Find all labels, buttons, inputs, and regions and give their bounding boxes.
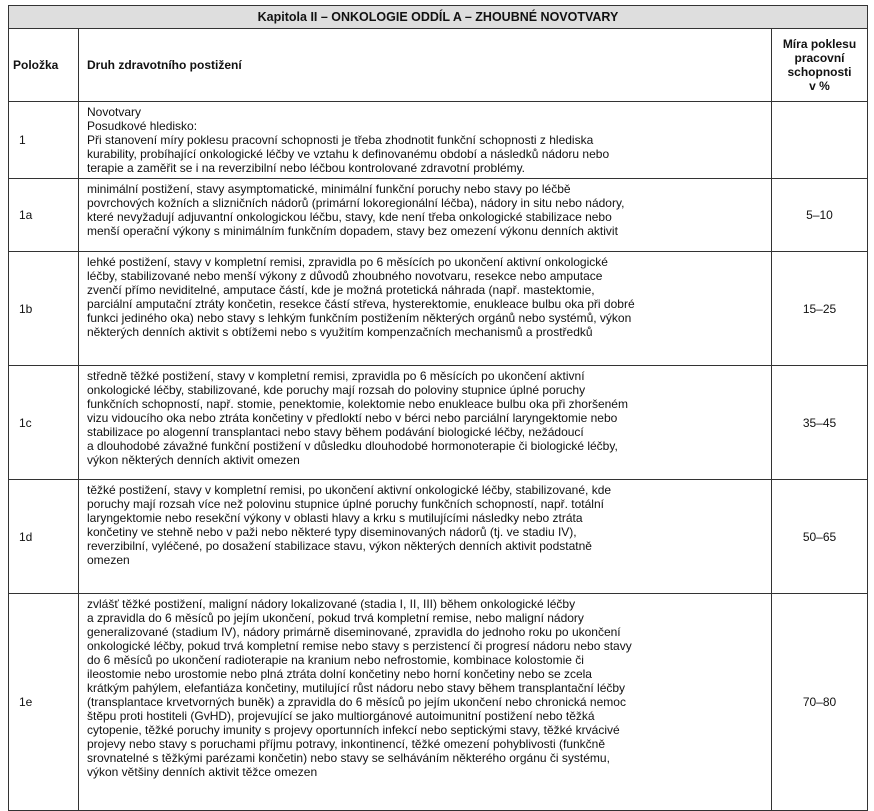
row-line: generalizované (stadium IV), nádory primárně diseminované, zpravidla do jednoho roku po ukončení bbox=[87, 625, 621, 639]
header-description: Druh zdravotního postižení bbox=[79, 29, 772, 102]
row-line: zvenčí přímo neviditelné, amputace částí, kde je možná protetická náhrada (např. mastektomie, bbox=[87, 283, 595, 297]
row-line: výkon většiny denních aktivit těžce omezen bbox=[87, 765, 318, 779]
row-line: terapie a zaměřit se i na reverzibilní nebo léčbou kontrolované zdravotní problémy. bbox=[87, 161, 526, 175]
row-percent: 5–10 bbox=[772, 179, 868, 252]
row-line: parciální amputační ztráty končetin, resekce částí střeva, hysterektomie, enukleace bulbu oka při dobré bbox=[87, 297, 635, 311]
row-item: 1c bbox=[9, 366, 79, 480]
row-line: které nevyžadují adjuvantní onkologickou léčbu, stavy, kde není třeba onkologické stabilizace nebo bbox=[87, 210, 612, 224]
row-line: (transplantace krvetvorných buněk) a zpravidla do 6 měsíců po jejím ukončení nebo chronická nemoc bbox=[87, 695, 626, 709]
row-line: stabilizace po alogenní transplantaci nebo stavy během podávání biologické léčby, nežádoucí bbox=[87, 425, 584, 439]
header-percent-line: pracovní bbox=[794, 51, 845, 65]
row-line: výkon některých denních aktivit omezen bbox=[87, 453, 300, 467]
row-item: 1 bbox=[9, 102, 79, 179]
row-line: Posudkové hledisko: bbox=[87, 119, 198, 133]
table-row bbox=[9, 480, 868, 594]
row-line: zvlášť těžké postižení, maligní nádory lokalizované (stadia I, II, III) během onkologické léčby bbox=[87, 597, 576, 611]
row-line: krátkým pahýlem, elefantiáza končetiny, mutilující růst nádoru nebo stavy během transplantační léčby bbox=[87, 681, 626, 695]
row-percent bbox=[772, 102, 868, 179]
row-description bbox=[79, 102, 772, 179]
row-line: projevy nebo stavy s poruchami příjmu potravy, inkontinencí, těžké omezení pohyblivosti (funkčně bbox=[87, 737, 606, 751]
row-line: poruchy mají rozsah více než polovinu stupnice úplné poruchy funkčních schopností, např. totální bbox=[87, 497, 604, 511]
row-percent: 50–65 bbox=[772, 480, 868, 594]
table-row bbox=[9, 102, 868, 179]
header-percent-line: schopnosti bbox=[787, 65, 852, 79]
row-line: funkci jediného oka) nebo stavy s lehkým funkčním postižením některých orgánů nebo systémů, výkon bbox=[87, 311, 632, 325]
row-line: těžké postižení, stavy v kompletní remisi, po ukončení aktivní onkologické léčby, stabilizované, kde bbox=[87, 483, 612, 497]
row-item: 1e bbox=[9, 594, 79, 811]
table-row bbox=[9, 252, 868, 366]
row-line: laryngektomie nebo resekční výkony v oblasti hlavy a krku s mutilujícími následky nebo ztráta bbox=[87, 511, 583, 525]
table-row bbox=[9, 179, 868, 252]
row-item: 1a bbox=[9, 179, 79, 252]
row-line: cytopenie, těžké poruchy imunity s projevy oportunních infekcí nebo septickými stavy, těžké krvácivé bbox=[87, 723, 620, 737]
table-row bbox=[9, 366, 868, 480]
table-header-row bbox=[9, 29, 868, 102]
row-item: 1b bbox=[9, 252, 79, 366]
row-line: kurability, probíhající onkologické léčby ve vztahu k definovanému období a následků nádoru nebo bbox=[87, 147, 610, 161]
row-percent: 70–80 bbox=[772, 594, 868, 811]
row-line: a zpravidla do 6 měsíců po jejím ukončení, pokud trvá kompletní remise, nebo maligní nádory bbox=[87, 611, 584, 625]
row-line: srovnatelné s těžkými parézami končetin) nebo stavy se selháváním některého orgánu či systému, bbox=[87, 751, 610, 765]
row-line: minimální postižení, stavy asymptomatické, minimální funkční poruchy nebo stavy po léčbě bbox=[87, 182, 571, 196]
row-description bbox=[79, 366, 772, 480]
row-line: menší operační výkony s minimálním funkčním dopadem, stavy bez omezení výkonu denních aktivit bbox=[87, 224, 618, 238]
row-line: léčby, stabilizované nebo menší výkony z důvodů zhoubného novotvaru, resekce nebo amputace bbox=[87, 269, 603, 283]
table-row bbox=[9, 594, 868, 811]
header-item: Položka bbox=[9, 29, 79, 102]
header-percent bbox=[772, 29, 868, 102]
row-line: končetiny ve stehně nebo v paži nebo některé typy diseminovaných nádorů (tj. ve stadiu IV), bbox=[87, 525, 577, 539]
row-description bbox=[79, 480, 772, 594]
row-line: onkologické léčby, pokud trvá kompletní remise nebo stavy s perzistencí či progresí nádoru nebo stavy bbox=[87, 639, 632, 653]
row-line: štěpu proti hostiteli (GvHD), projevující se jako multiorgánové autoimunitní postižení nebo těžká bbox=[87, 709, 595, 723]
header-percent-line: Míra poklesu bbox=[782, 37, 857, 51]
table-title-row bbox=[9, 6, 868, 29]
table-title: Kapitola II – ONKOLOGIE ODDÍL A – ZHOUBNÉ NOVOTVARY bbox=[9, 6, 868, 29]
row-line: povrchových kožních a slizničních nádorů (primární lokoregionální léčba), nádory in situ nebo nádory, bbox=[87, 196, 625, 210]
row-line: vizu vidoucího oka nebo ztráta končetiny v předloktí nebo v bérci nebo parciální laryngektomie nebo bbox=[87, 411, 618, 425]
row-line: středně těžké postižení, stavy v kompletní remisi, zpravidla po 6 měsících po ukončení aktivní bbox=[87, 369, 585, 383]
row-line: onkologické léčby, stabilizované, kde poruchy mají rozsah do poloviny stupnice úplné poruchy bbox=[87, 383, 586, 397]
row-line: omezen bbox=[87, 553, 130, 567]
row-line: některých denních aktivit s obtížemi nebo s využitím kompenzačních mechanismů a prostředků bbox=[87, 325, 593, 339]
row-line: reverzibilní, vyléčené, po dosažení stabilizace stavu, výkon některých denních aktivit podstatně bbox=[87, 539, 592, 553]
row-description bbox=[79, 594, 772, 811]
row-line: Novotvary bbox=[87, 105, 142, 119]
row-line: a dlouhodobé závažné funkční postižení v důsledku dlouhodobé hormonoterapie či biologické léčby, bbox=[87, 439, 618, 453]
row-line: Při stanovení míry poklesu pracovní schopnosti je třeba zhodnotit funkční schopnosti z hlediska bbox=[87, 133, 594, 147]
header-percent-line: v % bbox=[809, 79, 830, 93]
row-line: lehké postižení, stavy v kompletní remisi, zpravidla po 6 měsících po ukončení aktivní onkologické bbox=[87, 255, 608, 269]
row-percent: 15–25 bbox=[772, 252, 868, 366]
row-description bbox=[79, 252, 772, 366]
row-item: 1d bbox=[9, 480, 79, 594]
row-line: ileostomie nebo urostomie nebo plná ztráta dolní končetiny nebo horní končetiny nebo se zcela bbox=[87, 667, 592, 681]
row-description bbox=[79, 179, 772, 252]
disability-table bbox=[8, 5, 868, 811]
row-line: do 6 měsíců po ukončení radioterapie na kranium nebo nefrostomie, kombinace kolostomie či bbox=[87, 653, 584, 667]
row-percent: 35–45 bbox=[772, 366, 868, 480]
row-line: funkčních schopností, např. stomie, penektomie, kolektomie nebo enukleace bulbu oka při zhoršeném bbox=[87, 397, 628, 411]
disability-table-container bbox=[8, 5, 867, 811]
